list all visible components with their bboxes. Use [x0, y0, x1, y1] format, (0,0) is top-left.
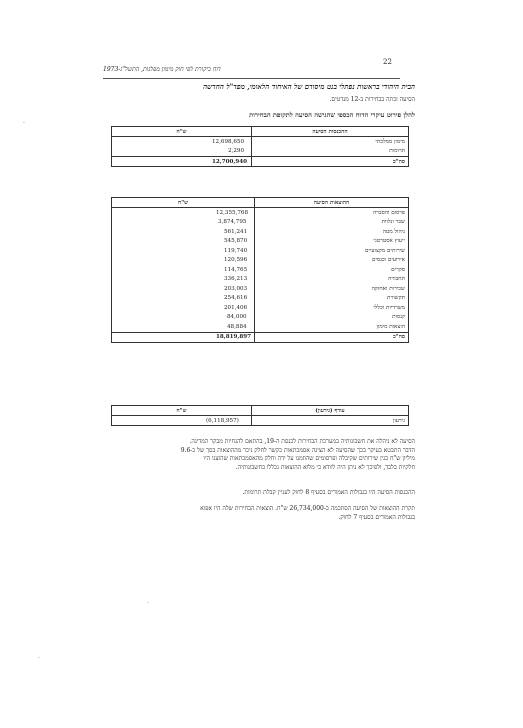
table-row — [112, 227, 409, 237]
table-row — [112, 256, 409, 266]
expense-label: שירותים מקצועיים — [255, 246, 409, 256]
expense-label-header: ההוצאות הסיעה — [255, 198, 409, 208]
expense-label: תחבורה — [255, 275, 409, 285]
deficit-label-header: עודף (גירעון) — [251, 406, 408, 416]
expense-value: 84,000 — [112, 313, 255, 323]
expense-label: שכר ונלוות — [255, 218, 409, 228]
expense-label: משרדיות וכללי — [255, 303, 409, 313]
income-label: מימון ממלכתי — [251, 137, 408, 147]
expense-label: ייעוץ אסטרטגי — [255, 237, 409, 247]
paragraph-line: הסיעה לא ניהלה את חשבונותיה במערכת הבחירות לכנסת ה-19, בהתאם להנחיות מבקר המדינה. — [189, 438, 415, 445]
table-row — [112, 294, 409, 304]
expense-table — [111, 197, 409, 343]
table-row — [112, 265, 409, 275]
table-row — [112, 284, 409, 294]
accounting-paragraph — [120, 438, 415, 472]
expense-value: 203,003 — [112, 284, 255, 294]
page-number: 22 — [383, 58, 392, 66]
income-value: 12,698,650 — [112, 137, 252, 147]
deficit-label: גירעון — [251, 416, 408, 426]
expense-value: 3,874,795 — [112, 218, 255, 228]
expense-label: הוצאות מימון — [255, 322, 409, 332]
deficit-value: (6,118,957) — [112, 416, 252, 426]
expense-unit-header: ש"ח — [112, 198, 255, 208]
income-total-row — [112, 157, 409, 167]
expense-total-label: סה"כ — [255, 332, 409, 342]
table-row — [112, 303, 409, 313]
expense-total-value: 18,819,897 — [112, 332, 255, 342]
paragraph-line: מיליון ש"ח בגין שירותים שקיבלה ופרסומים שהוזמנו על ידה וחלק מהאסמכתאות שהוצגו היו — [203, 455, 415, 463]
expense-value: 120,596 — [112, 256, 255, 266]
income-table — [111, 126, 409, 167]
table-row — [112, 137, 409, 147]
donations-paragraph — [120, 489, 415, 498]
expense-value: 119,740 — [112, 246, 255, 256]
income-label: תרומות — [251, 147, 408, 157]
income-value: 2,290 — [112, 147, 252, 157]
paragraph-line: תקרת ההוצאות של הסיעה הסתכמה ב-26,734,000 ש"ח. הוצאות הבחירות שלה היו אפוא — [200, 505, 415, 512]
expense-value: 561,241 — [112, 227, 255, 237]
table-row — [112, 246, 409, 256]
expense-label: אירועים וכנסים — [255, 256, 409, 266]
table-row — [112, 237, 409, 247]
expense-label: פרסום והסברה — [255, 208, 409, 218]
expense-value: 48,884 — [112, 322, 255, 332]
expense-value: 201,406 — [112, 303, 255, 313]
scan-speck: · — [147, 600, 149, 607]
income-label-header: ההכנסות הסיעה — [251, 127, 408, 137]
paragraph-line: חלקיות בלבד, ולפיכך לא ניתן היה לוודא כי מלוא ההוצאות נכללו בחשבונותיה. — [235, 463, 415, 471]
expense-value: 114,765 — [112, 265, 255, 275]
income-total-label: סה"כ — [251, 157, 408, 167]
table-row — [112, 313, 409, 323]
expense-label: תקשורת — [255, 294, 409, 304]
expense-label: ניהול מטה — [255, 227, 409, 237]
paragraph-line: ההכנסות הסיעה היו בגבולות האמורים בסעיף 8 לחוק לעניין קבלת תרומות. — [242, 489, 415, 496]
running-header: דוח ביקורת לפי חוק מימון מפלגות, התשל"ג-1973 — [103, 66, 221, 73]
expense-cap-paragraph — [120, 505, 415, 522]
table-row — [112, 147, 409, 157]
table-row — [112, 218, 409, 228]
income-total-value: 12,700,940 — [112, 157, 252, 167]
paragraph-line: הדבר התבטא בעיקר בכך שהסיעה לא הציגה אסמכתאות כקשר לחלק ניכר מההוצאות בסך של כ-9.6 — [180, 446, 415, 454]
expense-value: 336,213 — [112, 275, 255, 285]
table-row — [112, 322, 409, 332]
expense-total-row — [112, 332, 409, 342]
income-unit-header: ש"ח — [112, 127, 252, 137]
section-title: להלן פירוט עיקרי הדוח הכספי שהגישה הסיעה לתקופת הבחירות — [249, 111, 415, 119]
mandates-subheading: הסיעה זכתה בבחירות ב-12 מנדטים. — [329, 96, 415, 103]
deficit-table — [111, 405, 409, 426]
table-row — [112, 275, 409, 285]
expense-value: 254,616 — [112, 294, 255, 304]
expense-label: שכירות ואחזקה — [255, 284, 409, 294]
party-heading: הבית היהודי בראשות נפתלי בנט מיסודם של האיחוד הלאומי, מפד"ל החדשה — [203, 82, 415, 91]
expense-label: סקרים — [255, 265, 409, 275]
header-rule — [103, 78, 400, 79]
scan-speck: · — [23, 120, 25, 127]
paragraph-line: בגבולות האמורים בסעיף 7 לחוק. — [338, 513, 415, 521]
scan-speck: · — [38, 655, 40, 662]
expense-label: קנסות — [255, 313, 409, 323]
deficit-unit-header: ש"ח — [112, 406, 252, 416]
table-row — [112, 208, 409, 218]
expense-value: 545,870 — [112, 237, 255, 247]
expense-value: 12,355,768 — [112, 208, 255, 218]
deficit-row — [112, 416, 409, 426]
